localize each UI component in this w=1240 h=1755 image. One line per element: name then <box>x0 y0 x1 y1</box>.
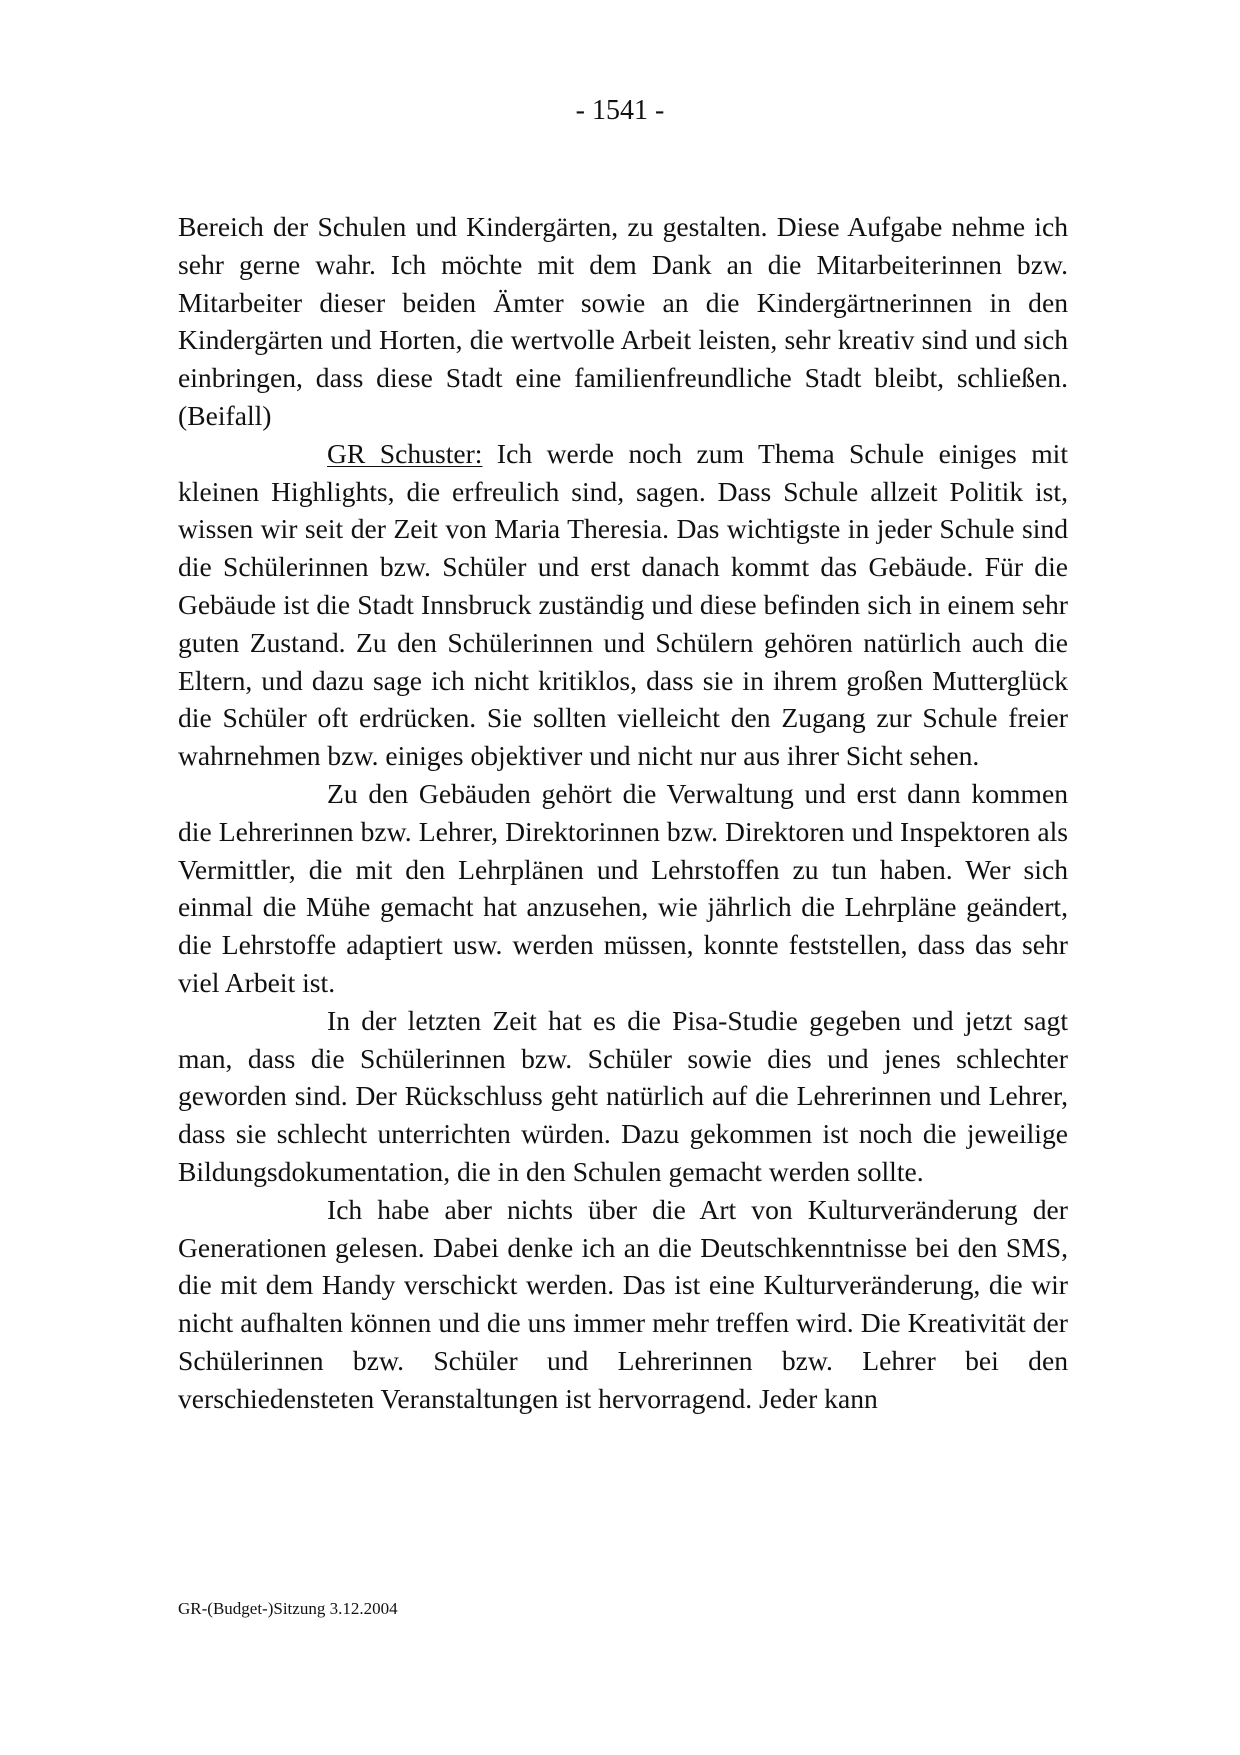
page-number: - 1541 - <box>575 95 665 126</box>
paragraph <box>178 775 1068 1002</box>
paragraph <box>178 1191 1068 1418</box>
footer-session-info: GR-(Budget-)Sitzung 3.12.2004 <box>178 1599 398 1618</box>
paragraph-speech <box>178 435 1068 775</box>
paragraph-text: Ich werde noch zum Thema Schule einiges mit kleinen Highlights, die erfreulich sind, sagen. Dass Schule allzeit Politik ist, wissen wir seit der Zeit von Maria Theresia. Das wichtigste in jeder Schule sind die Schülerinnen bzw. Schüler und erst danach kommt das Gebäude. Für die Gebäude ist die Stadt Innsbruck zuständig und diese befinden sich in einem sehr guten Zustand. Zu den Schülerinnen und Schülern gehören natürlich auch die Eltern, und dazu sage ich nicht kritiklos, dass sie in ihrem großen Mutterglück die Schüler oft erdrücken. Sie sollten vielleicht den Zugang zur Schule freier wahrnehmen bzw. einiges objektiver und nicht nur aus ihrer Sicht sehen. <box>178 437 1068 772</box>
paragraph-text: In der letzten Zeit hat es die Pisa-Studie gegeben und jetzt sagt man, dass die Schülerinnen bzw. Schüler sowie dies und jenes schlechter geworden sind. Der Rückschluss geht natürlich auf die Lehrerinnen und Lehrer, dass sie schlecht unterrichten würden. Dazu gekommen ist noch die jeweilige Bildungsdokumentation, die in den Schulen gemacht werden sollte. <box>178 1004 1068 1187</box>
body-text <box>178 208 1068 1418</box>
speaker-name: GR Schuster: <box>327 437 483 469</box>
paragraph-text: Ich habe aber nichts über die Art von Kulturveränderung der Generationen gelesen. Dabei denke ich an die Deutschkenntnisse bei den SMS, die mit dem Handy verschickt werden. Das ist eine Kulturveränderung, die wir nicht aufhalten können und die uns immer mehr treffen wird. Die Kreativität der Schülerinnen bzw. Schüler und Lehrerinnen bzw. Lehrer bei den verschiedensteten Veranstaltungen ist hervorragend. Jeder kann <box>178 1193 1068 1414</box>
paragraph-continuation <box>178 208 1068 435</box>
paragraph-text: Zu den Gebäuden gehört die Verwaltung und erst dann kommen die Lehrerinnen bzw. Lehrer, Direktorinnen bzw. Direktoren und Inspektoren als Vermittler, die mit den Lehrplänen und Lehrstoffen zu tun haben. Wer sich einmal die Mühe gemacht hat anzusehen, wie jährlich die Lehrpläne geändert, die Lehrstoffe adaptiert usw. werden müssen, konnte feststellen, dass das sehr viel Arbeit ist. <box>178 777 1068 998</box>
paragraph <box>178 1002 1068 1191</box>
paragraph-text: Bereich der Schulen und Kindergärten, zu gestalten. Diese Aufgabe nehme ich sehr gerne wahr. Ich möchte mit dem Dank an die Mitarbeiterinnen bzw. Mitarbeiter dieser beiden Ämter sowie an die Kindergärtnerinnen in den Kindergärten und Horten, die wertvolle Arbeit leisten, sehr kreativ sind und sich einbringen, dass diese Stadt eine familienfreundliche Stadt bleibt, schließen. (Beifall) <box>178 211 1068 431</box>
